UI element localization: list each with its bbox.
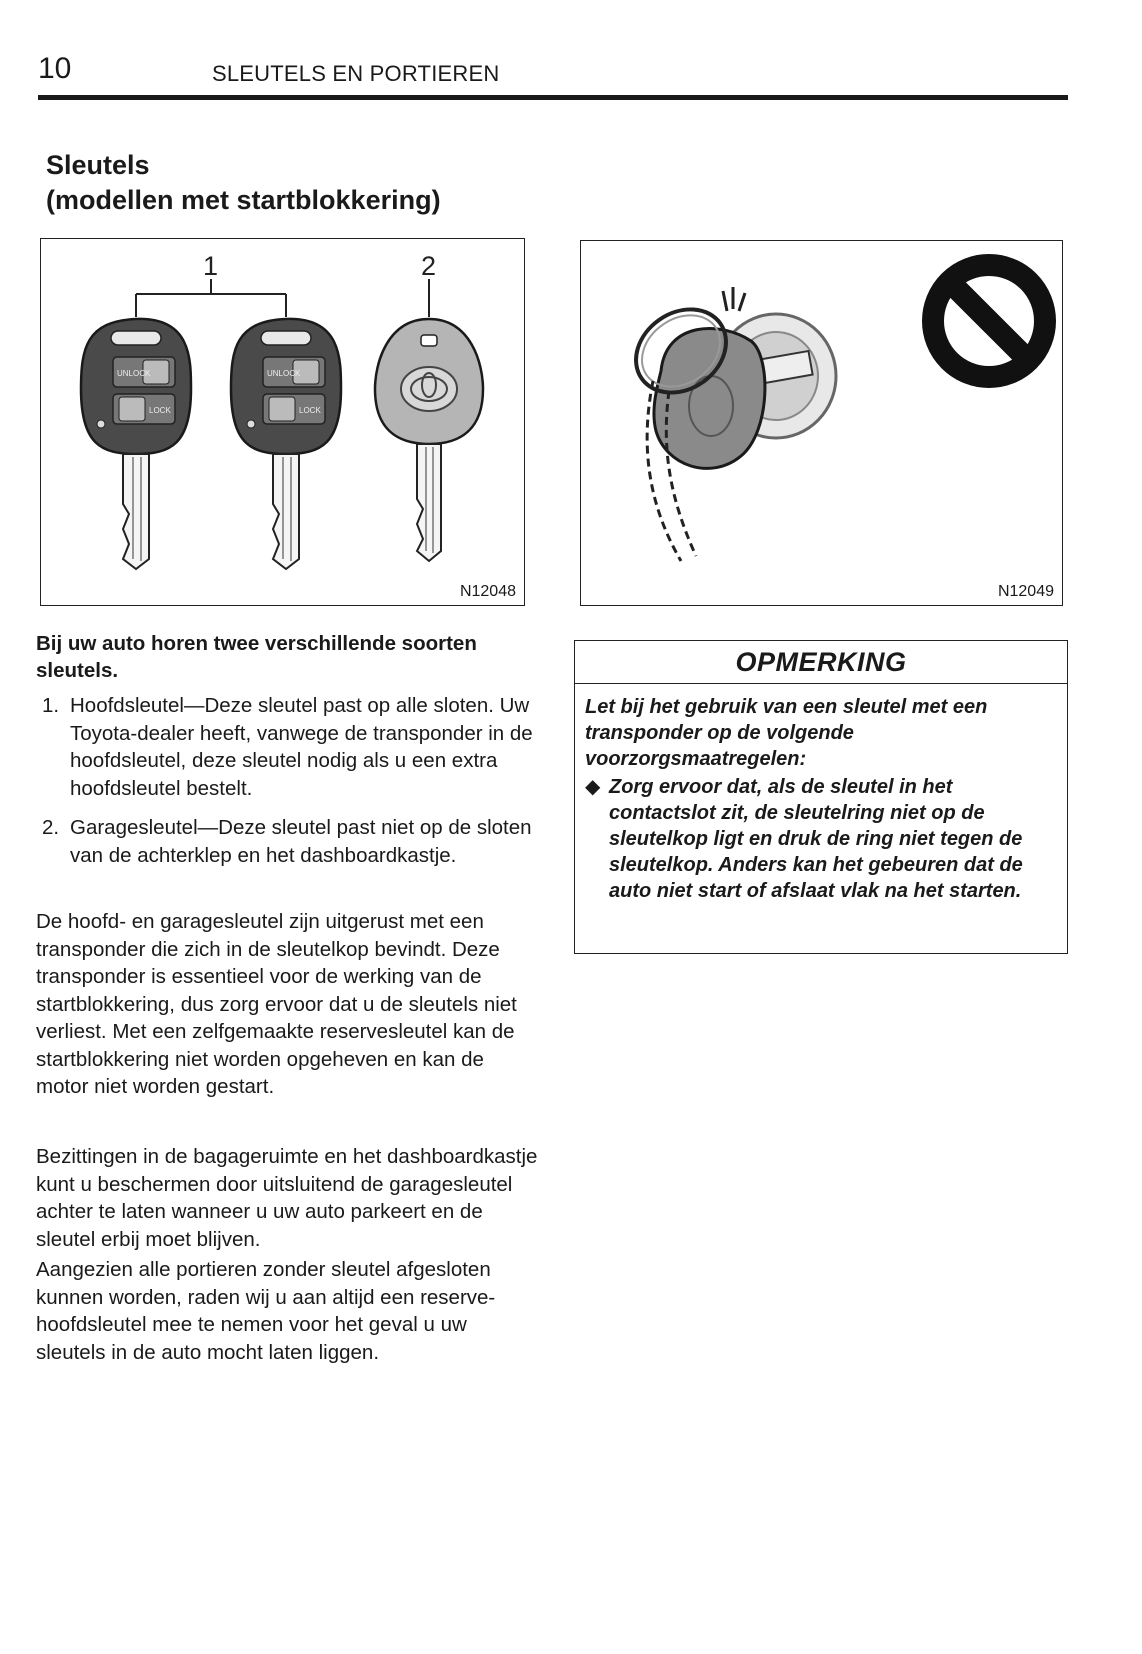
callout-lines [136,279,429,317]
list-item-1 [36,692,556,802]
master-key-1 [81,319,191,569]
note-bullet-text: Zorg ervoor dat, als de sleutel in het contactslot zit, de sleutelring niet op de sleutelkop ligt en druk de ring niet tegen de sleutelkop. Anders kan het gebeuren dat de auto niet start of afslaat vlak na het starten. [609,776,1023,902]
list-number-1: 1. [42,694,60,717]
motion-marks [723,287,745,311]
key-head [654,329,765,469]
note-intro: Let bij het gebruik van een sleutel met een transponder op de volgende voorzorgsmaatregelen: [585,696,988,770]
unlock-label-1: UNLOCK [117,369,151,378]
note-title: OPMERKING [735,647,907,677]
intro-text: Bij uw auto horen twee verschillende soorten sleutels. [36,632,477,682]
keys-illustration [41,239,524,605]
paragraph-transponder: De hoofd- en garagesleutel zijn uitgerust met een transponder die zich in de sleutelkop bevindt. Deze transponder is essentieel voor de werking van de startblokkering, dus zorg ervoor dat u de sleutels niet verliest. Met een zelfgemaakte reservesleutel kan de startblokkering niet worden opgeheven en kan de motor niet worden gestart. [36,910,517,1098]
paragraph-spare-key: Aangezien alle portieren zonder sleutel afgesloten kunnen worden, raden wij u aan altijd een reserve-hoofdsleutel mee te nemen voor het geval u uw sleutels in de auto mocht laten liggen. [36,1258,496,1364]
prohibition-icon [933,265,1045,377]
list-text-2: Garagesleutel—Deze sleutel past niet op de sloten van de achterklep en het dashboardkastje. [70,816,532,867]
keys-figure [40,238,525,606]
note-bullet [585,774,1057,904]
list-text-1: Hoofdsleutel—Deze sleutel past op alle sloten. Uw Toyota-dealer heeft, vanwege de transponder in de hoofdsleutel, deze sleutel nodig als u een extra hoofdsleutel bestelt. [70,694,533,800]
list-item-2 [36,814,536,869]
figure-code-left: N12048 [459,583,516,600]
list-number-2: 2. [42,816,60,839]
unlock-label-2: UNLOCK [267,369,301,378]
main-title-line1: Sleutels [46,150,150,180]
valet-key [375,319,483,561]
callout-1: 1 [203,251,219,281]
section-title: SLEUTELS EN PORTIEREN [212,61,500,86]
note-title-bar [575,641,1067,684]
note-box [574,640,1068,954]
main-title-line2: (modellen met startblokkering) [46,185,441,215]
main-title [46,148,441,218]
callout-2: 2 [421,251,437,281]
figure-code-right: N12049 [997,583,1054,600]
master-key-2 [231,319,341,569]
lock-label-2: LOCK [299,406,321,415]
bullet-diamond-icon: ◆ [585,776,601,798]
header-rule [38,95,1068,100]
lock-label-1: LOCK [149,406,171,415]
page-number: 10 [38,52,72,85]
ignition-illustration [581,241,1062,605]
paragraph-valet-key: Bezittingen in de bagageruimte en het dashboardkastje kunt u beschermen door uitsluitend de garagesleutel achter te laten wanneer u uw auto parkeert en de sleutel erbij moet blijven. [36,1145,538,1251]
ignition-figure [580,240,1063,606]
